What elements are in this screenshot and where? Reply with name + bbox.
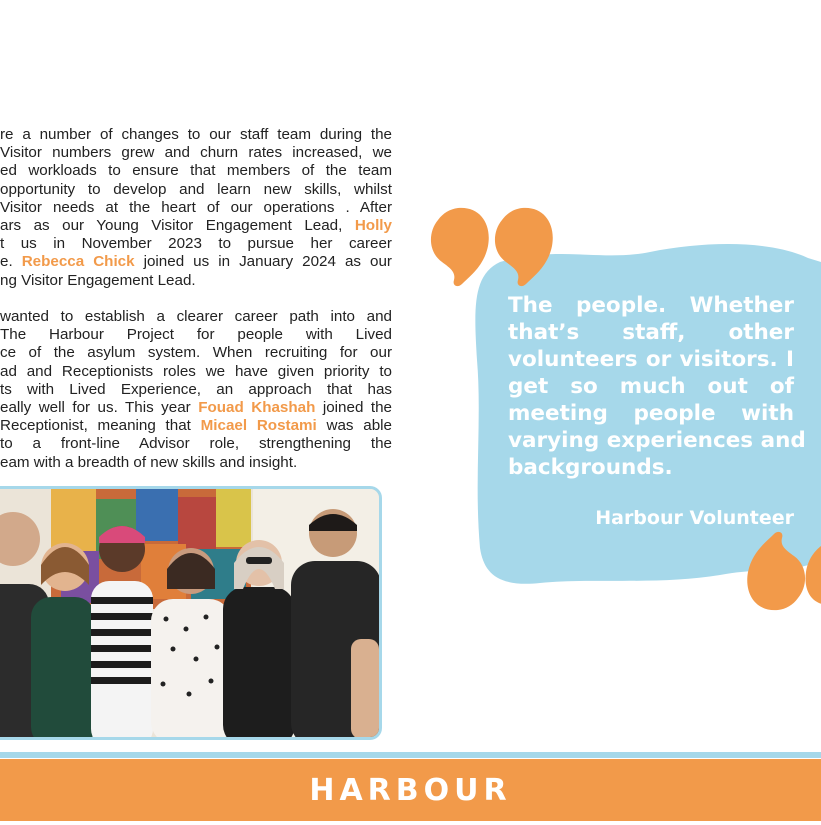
quote-line: get so much out of xyxy=(508,374,794,399)
staff-name-highlight: Fouad Khashah xyxy=(198,399,316,417)
staff-name-highlight: Micael Rostami xyxy=(200,417,317,435)
footer-divider xyxy=(0,752,821,758)
text-line: ed workloads to ensure that members of the team xyxy=(0,162,392,180)
pull-quote xyxy=(508,292,806,481)
text-line: re a number of changes to our staff team during the xyxy=(0,126,392,143)
quote-line: backgrounds. xyxy=(508,455,673,480)
quote-line: that’s staff, other xyxy=(508,320,794,345)
footer-band xyxy=(0,759,821,821)
text-line: ts with Lived Experience, an approach that has xyxy=(0,380,392,398)
harbour-logo xyxy=(0,759,821,825)
staff-name-highlight: Rebecca Chick xyxy=(21,253,135,271)
text-segment: joined the xyxy=(322,399,392,417)
quote-attribution: Harbour Volunteer xyxy=(595,507,794,529)
quote-line: meeting people with xyxy=(508,401,794,426)
text-segment: was able xyxy=(326,417,392,435)
text-line: ng Visitor Engagement Lead. xyxy=(0,271,196,289)
text-line: The Harbour Project for people with Lived xyxy=(0,326,392,344)
quote-line: The people. Whether xyxy=(508,293,794,318)
text-line: Visitor numbers grew and churn rates increased, we xyxy=(0,144,392,162)
text-line: wanted to establish a clearer career path into and xyxy=(0,308,392,325)
text-line: ce of the asylum system. When recruiting for our xyxy=(0,344,392,362)
text-segment: joined us in January 2024 as our xyxy=(143,253,392,271)
text-segment: ars as our Young Visitor Engagement Lead, xyxy=(0,217,343,235)
text-segment: eally well for us. This year xyxy=(0,399,191,417)
text-segment: e. xyxy=(0,253,13,271)
text-line: to a front-line Advisor role, strengthening the xyxy=(0,435,392,453)
text-line: eam with a breadth of new skills and insight. xyxy=(0,453,298,471)
text-segment: Receptionist, meaning that xyxy=(0,417,191,435)
text-line: ad and Receptionists roles we have given priority to xyxy=(0,362,392,380)
text-line: opportunity to develop and learn new skills, whilst xyxy=(0,180,392,198)
quote-line: volunteers or visitors. I xyxy=(508,347,794,372)
text-line: t us in November 2023 to pursue her career xyxy=(0,235,392,253)
quote-line: varying experiences and xyxy=(508,428,806,453)
harbour-logo-wordmark xyxy=(0,759,821,821)
text-line: Visitor needs at the heart of our operations . After xyxy=(0,198,392,216)
staff-name-highlight: Holly xyxy=(354,217,392,235)
harbour-logo-text: HARBOUR xyxy=(309,773,512,808)
